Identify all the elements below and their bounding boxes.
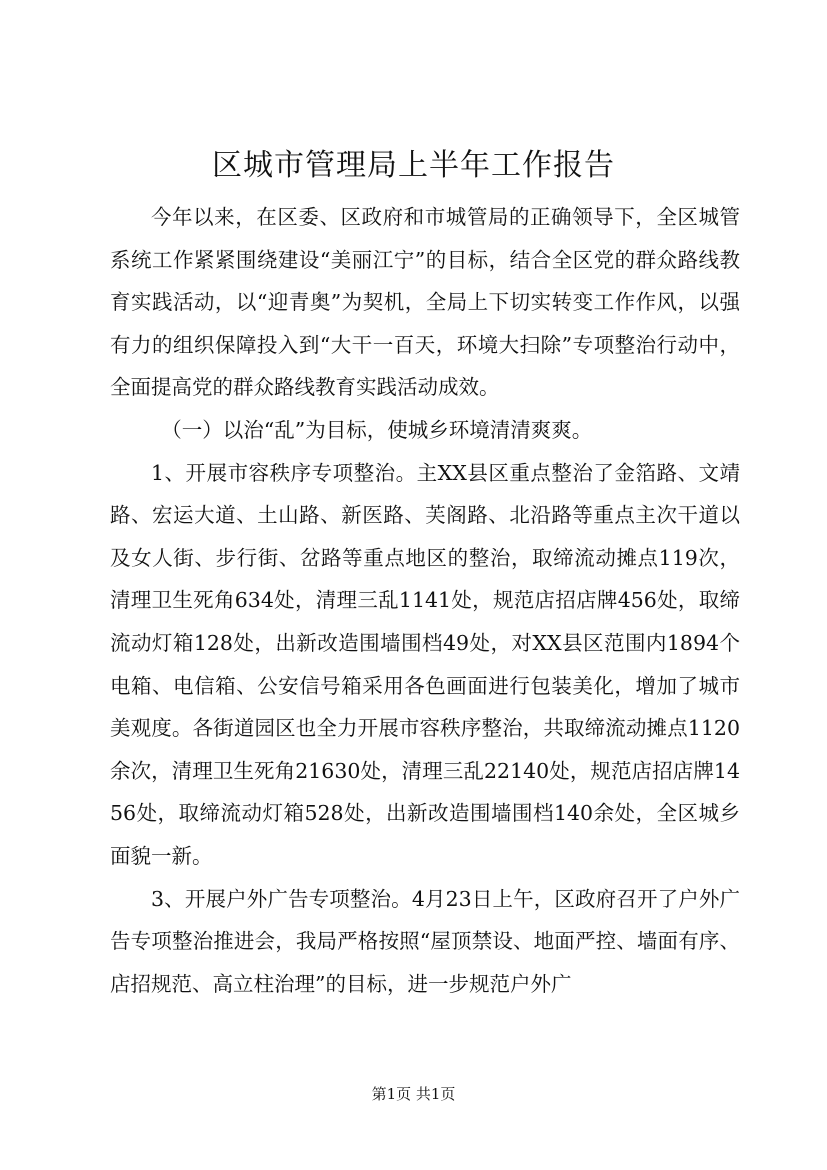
document-body [110, 196, 740, 1005]
paragraph-intro: 今年以来，在区委、区政府和市城管局的正确领导下，全区城管系统工作紧紧围绕建设“美丽江宁”的目标，结合全区党的群众路线教育实践活动，以“迎青奥”为契机，全局上下切实转变工作作风，以强有力的组织保障投入到“大干一百天，环境大扫除”专项整治行动中，全面提高党的群众路线教育实践活动成效。 [110, 205, 740, 400]
paragraph-item-3: 3、开展户外广告专项整治。4月23日上午，区政府召开了户外广告专项整治推进会，我局严格按照“屋顶禁设、地面严控、墙面有序、店招规范、高立柱治理”的目标，进一步规范户外广 [110, 886, 740, 996]
paragraph-section-heading: （一）以治“乱”为目标，使城乡环境清清爽爽。 [161, 417, 593, 442]
paragraph-item-1: 1、开展市容秩序专项整治。主XX县区重点整治了金箔路、文靖路、宏运大道、土山路、新医路、芙阁路、北沿路等重点主次干道以及女人街、步行街、岔路等重点地区的整治，取缔流动摊点119次，清理卫生死角634处，清理三乱1141处，规范店招店牌456处，取缔流动灯箱128处，出新改造围墙围档49处，对XX县区范围内1894个电箱、电信箱、公安信号箱采用各色画面进行包装美化，增加了城市美观度。各街道园区也全力开展市容秩序整治，共取缔流动摊点1120余次，清理卫生死角21630处，清理三乱22140处，规范店招店牌1456处，取缔流动灯箱528处，出新改造围墙围档140余处，全区城乡面貌一新。 [110, 460, 740, 868]
page-footer: 第1页 共1页 [371, 1085, 456, 1103]
document-title: 区城市管理局上半年工作报告 [212, 148, 615, 183]
